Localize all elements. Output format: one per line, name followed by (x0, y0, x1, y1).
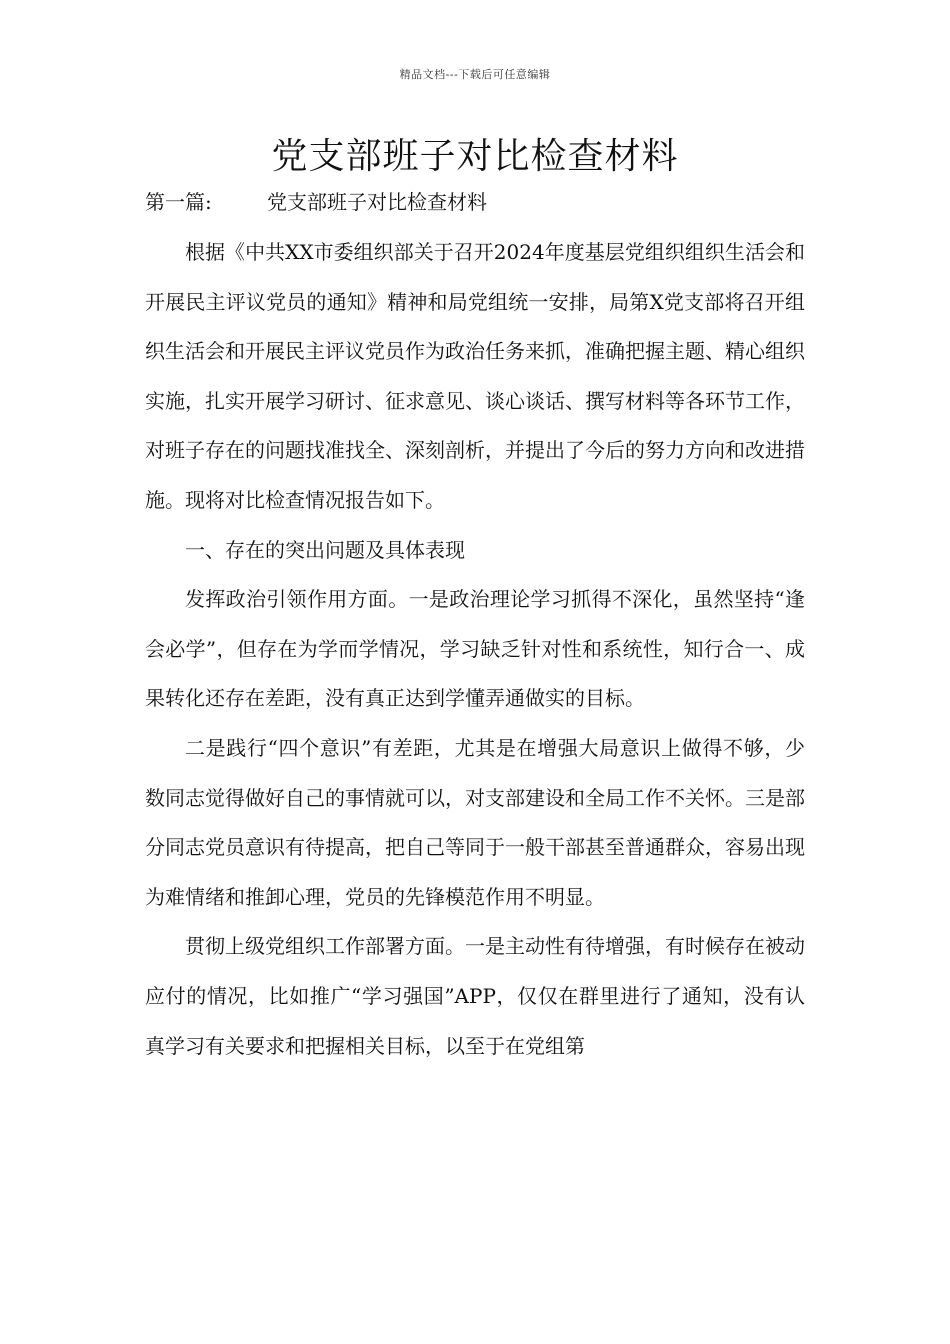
document-body (145, 228, 805, 1071)
subtitle-text: 党支部班子对比检查材料 (267, 190, 487, 214)
page-header-note: 精品文档---下载后可任意编辑 (399, 68, 551, 81)
document-title: 党支部班子对比检查材料 (271, 136, 679, 177)
document-subtitle (145, 186, 487, 215)
paragraph-implementation: 贯彻上级党组织工作部署方面。一是主动性有待增强，有时候存在被动应付的情况，比如推广“学习强国”APP，仅仅在群里进行了通知，没有认真学习有关要求和把握相关目标，以至于在党组第 (145, 934, 805, 1058)
subtitle-label: 第一篇: (145, 190, 212, 214)
paragraph-political-leadership: 发挥政治引领作用方面。一是政治理论学习抓得不深化，虽然坚持“逢会必学”，但存在为学而学情况，学习缺乏针对性和系统性，知行合一、成果转化还存在差距，没有真正达到学懂弄通做实的目标。 (145, 587, 805, 711)
section-heading: 一、存在的突出问题及具体表现 (185, 537, 465, 562)
paragraph-intro: 根据《中共XX市委组织部关于召开2024年度基层党组织组织生活会和开展民主评议党员的通知》精神和局党组统一安排，局第X党支部将召开组织生活会和开展民主评议党员作为政治任务来抓，准确把握主题、精心组织实施，扎实开展学习研讨、征求意见、谈心谈话、撰写材料等各环节工作，对班子存在的问题找准找全、深刻剖析，并提出了今后的努力方向和改进措施。现将对比检查情况报告如下。 (145, 240, 805, 512)
paragraph-four-consciousness: 二是践行“四个意识”有差距，尤其是在增强大局意识上做得不够，少数同志觉得做好自己的事情就可以，对支部建设和全局工作不关怀。三是部分同志党员意识有待提高，把自己等同于一般干部甚至普通群众，容易出现为难情绪和推卸心理，党员的先锋模范作用不明显。 (145, 735, 805, 909)
